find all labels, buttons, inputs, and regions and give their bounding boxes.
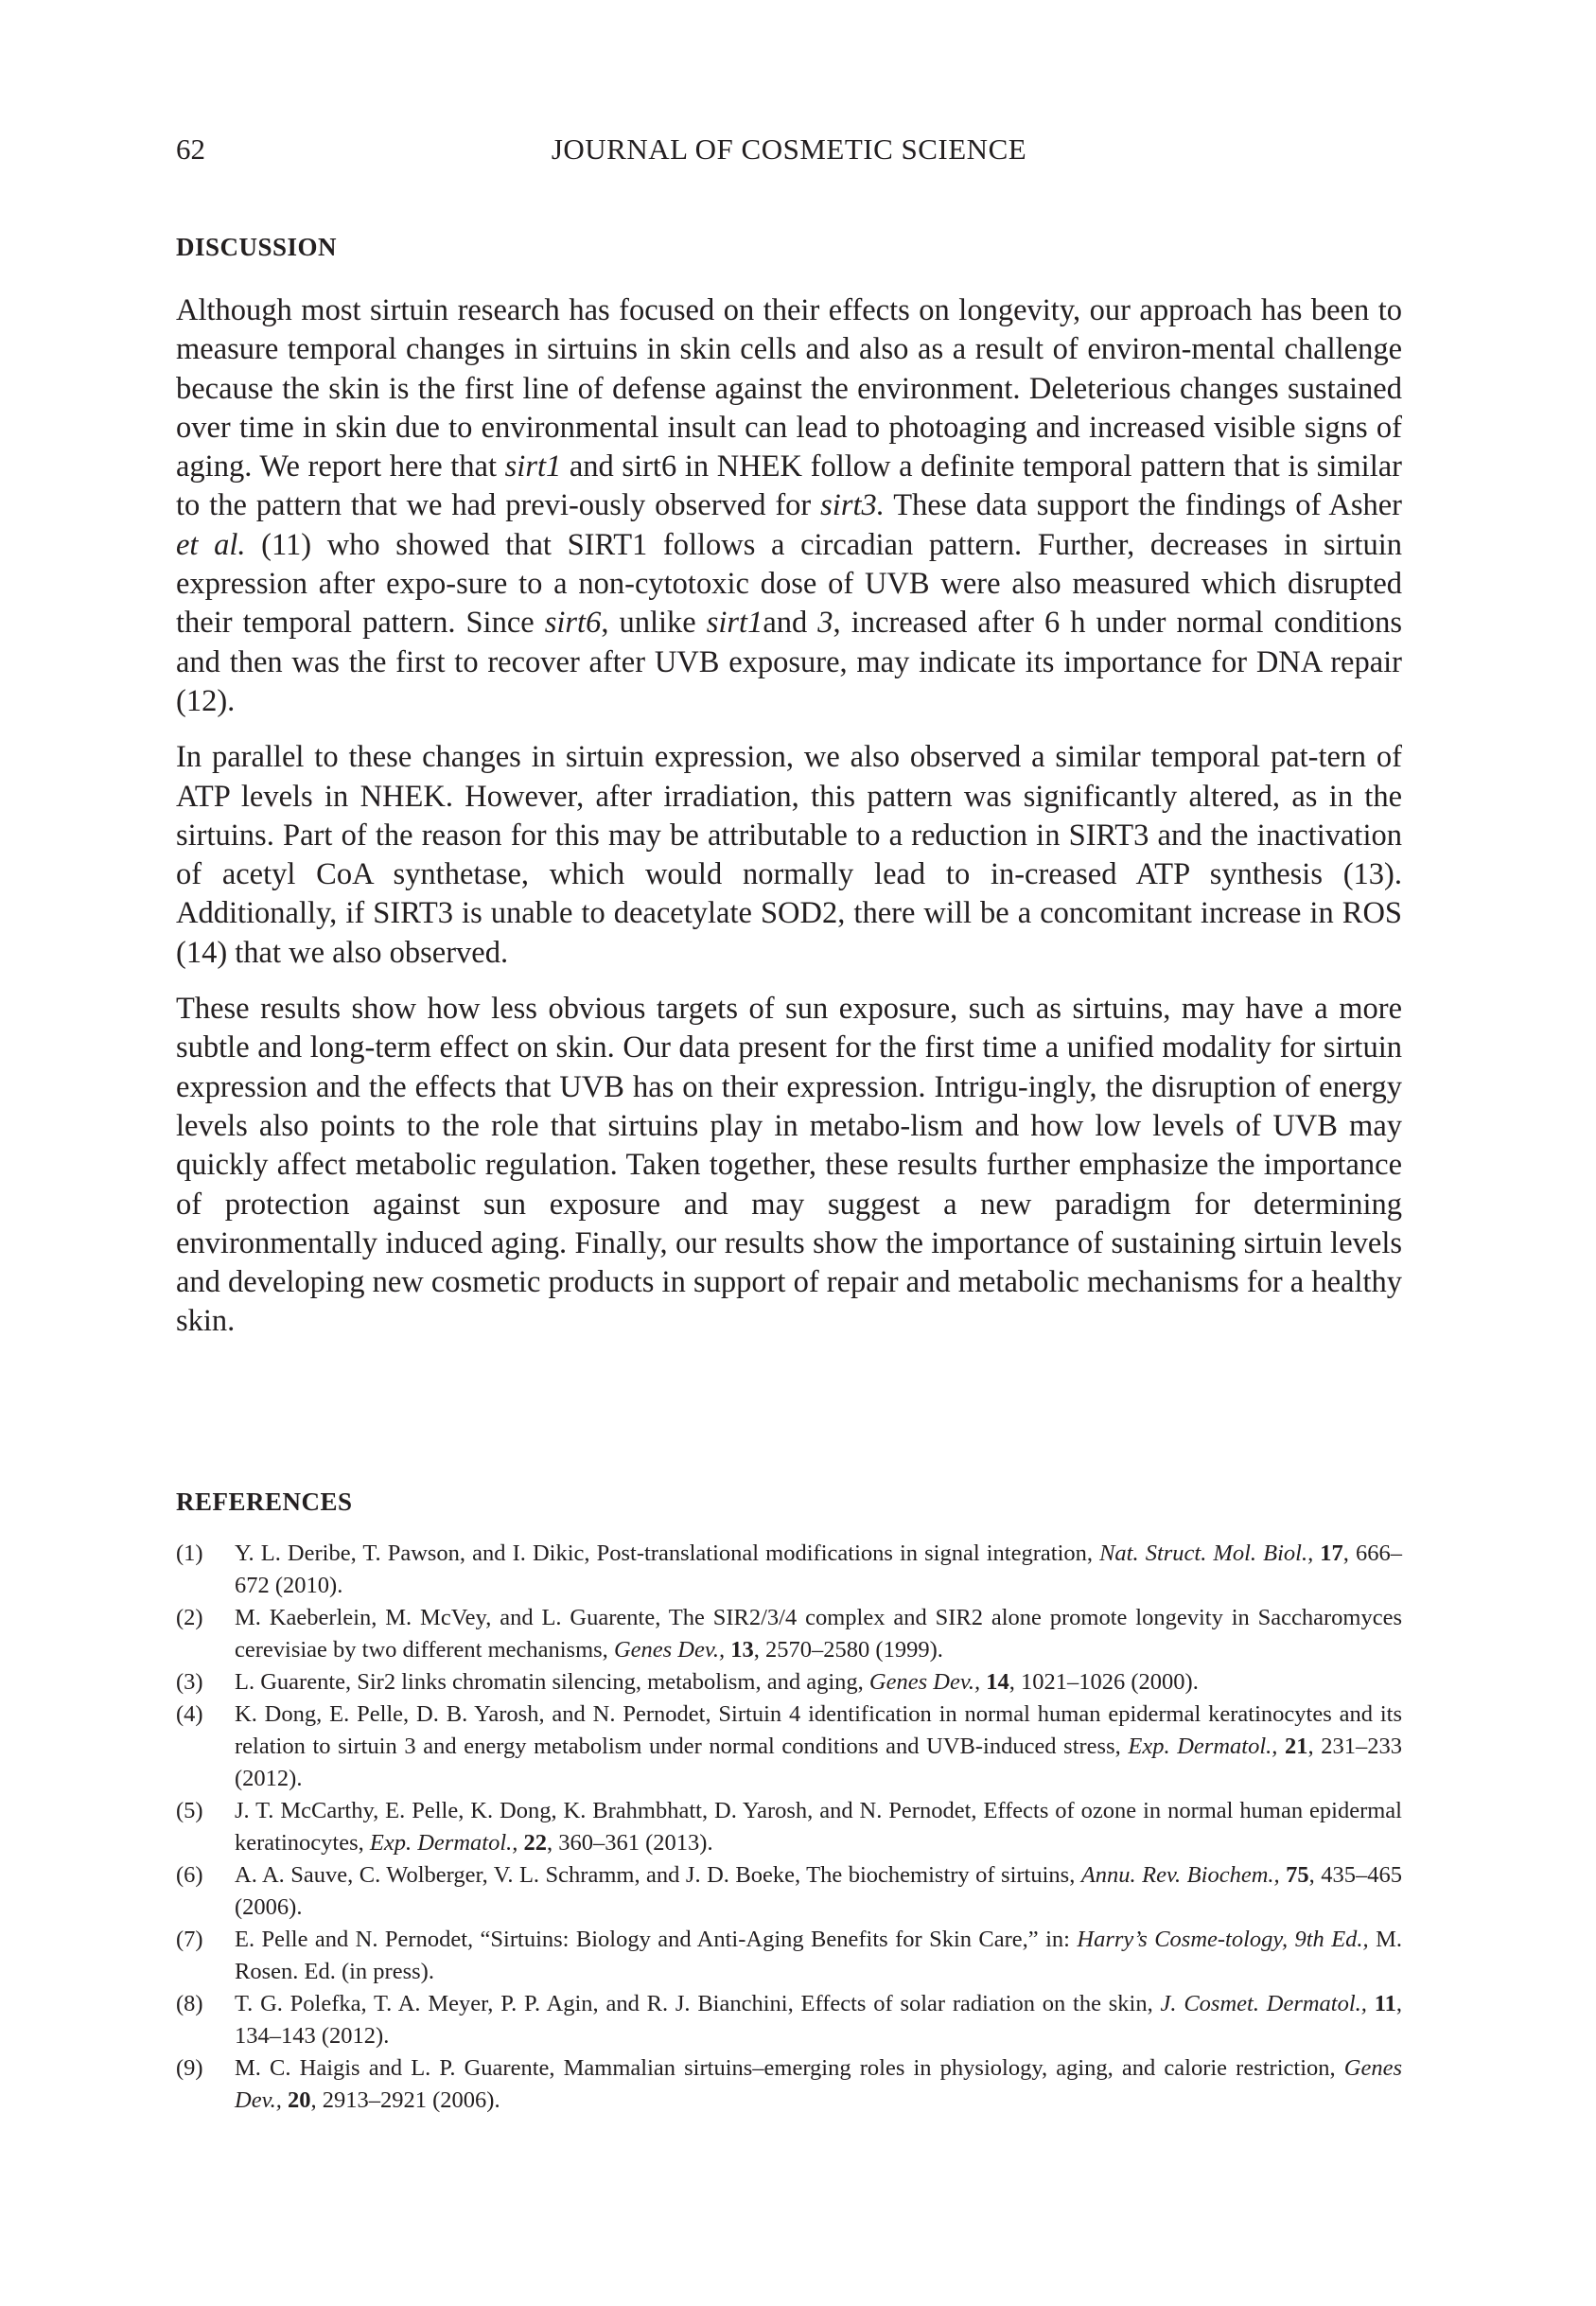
reference-item [176,1538,1402,1602]
references-list [176,1538,1402,2117]
reference-text: M. C. Haigis and L. P. Guarente, Mammalian sirtuins–emerging roles in physiology, aging, and calorie restriction, Genes Dev., 20, 2913–2921 (2006). [235,2055,1402,2113]
reference-text: J. T. McCarthy, E. Pelle, K. Dong, K. Brahmbhatt, D. Yarosh, and N. Pernodet, Effects of ozone in normal human epidermal keratinocytes, Exp. Dermatol., 22, 360–361 (2013). [235,1798,1402,1856]
reference-item [176,1924,1402,1988]
references-heading: REFERENCES [176,1487,353,1516]
reference-item [176,1602,1402,1666]
reference-item [176,2052,1402,2117]
discussion-body [176,291,1402,1359]
reference-item [176,1988,1402,2052]
reference-text: A. A. Sauve, C. Wolberger, V. L. Schramm, and J. D. Boeke, The biochemistry of sirtuins, Annu. Rev. Biochem., 75, 435–465 (2006). [235,1862,1403,1920]
reference-text: T. G. Polefka, T. A. Meyer, P. P. Agin, and R. J. Bianchini, Effects of solar radiation on the skin, J. Cosmet. Dermatol., 11, 134–143 (2012). [235,1991,1402,2049]
reference-text: K. Dong, E. Pelle, D. B. Yarosh, and N. Pernodet, Sirtuin 4 identification in normal human epidermal keratinocytes and its relation to sirtuin 3 and energy metabolism under normal conditions and UVB-induced stress, Exp. Dermatol., 21, 231–233 (2012). [235,1701,1402,1791]
reference-item [176,1795,1402,1859]
reference-number: (7) [176,1927,203,1952]
reference-number: (8) [176,1991,203,2016]
page-number: 62 [176,132,205,166]
reference-number: (2) [176,1605,203,1630]
discussion-paragraph-3: These results show how less obvious targets of sun exposure, such as sirtuins, may have a more subtle and long-term effect on skin. Our data present for the first time a unified modality for sirtuin expression and the effects that UVB has on their expression. Intrigu-ingly, the disruption of energy levels also points to the role that sirtuins play in metabo-lism and how low levels of UVB may quickly affect metabolic regulation. Taken together, these results further emphasize the importance of protection against sun exposure and may suggest a new paradigm for determining environmentally induced aging. Finally, our results show the importance of sustaining sirtuin levels and developing new cosmetic products in support of repair and metabolic mechanisms for a healthy skin. [176,992,1403,1339]
reference-text: E. Pelle and N. Pernodet, “Sirtuins: Biology and Anti-Aging Benefits for Skin Care,” in: Harry’s Cosme-tology, 9th Ed., M. Rosen. Ed. (in press). [235,1927,1402,1984]
reference-number: (5) [176,1798,203,1823]
running-header [176,132,1402,170]
reference-number: (6) [176,1862,203,1888]
discussion-heading: DISCUSSION [176,233,338,261]
reference-text: Y. L. Deribe, T. Pawson, and I. Dikic, Post-translational modifications in signal integration, Nat. Struct. Mol. Biol., 17, 666–672 (2010). [235,1540,1403,1598]
reference-item [176,1699,1402,1795]
reference-text: L. Guarente, Sir2 links chromatin silencing, metabolism, and aging, Genes Dev., 14, 1021–1026 (2000). [235,1669,1199,1695]
reference-number: (3) [176,1669,203,1695]
reference-number: (4) [176,1701,203,1727]
reference-text: M. Kaeberlein, M. McVey, and L. Guarente, The SIR2/3/4 complex and SIR2 alone promote longevity in Saccharomyces cerevisiae by two different mechanisms, Genes Dev., 13, 2570–2580 (1999). [235,1605,1402,1663]
reference-item [176,1859,1402,1924]
discussion-paragraph-2: In parallel to these changes in sirtuin expression, we also observed a similar temporal pat-tern of ATP levels in NHEK. However, after irradiation, this pattern was significantly altered, as in the sirtuins. Part of the reason for this may be attributable to a reduction in SIRT3 and the inactivation of acetyl CoA synthetase, which would normally lead to in-creased ATP synthesis (13). Additionally, if SIRT3 is unable to deacetylate SOD2, there will be a concomitant increase in ROS (14) that we also observed. [176,740,1402,970]
reference-number: (1) [176,1540,203,1566]
journal-title: JOURNAL OF COSMETIC SCIENCE [551,132,1027,166]
reference-number: (9) [176,2055,203,2081]
discussion-paragraph-1: Although most sirtuin research has focused on their effects on longevity, our approach has been to measure temporal changes in sirtuins in skin cells and also as a result of environ-mental challenge because the skin is the first line of defense against the environment. Deleterious changes sustained over time in skin due to environmental insult can lead to photoaging and increased visible signs of aging. We report here that sirt1 and sirt6 in NHEK follow a definite temporal pattern that is similar to the pattern that we had previ-ously observed for sirt3. These data support the findings of Asher et al. (11) who showed that SIRT1 follows a circadian pattern. Further, decreases in sirtuin expression after expo-sure to a non-cytotoxic dose of UVB were also measured which disrupted their temporal pattern. Since sirt6, unlike sirt1and 3, increased after 6 h under normal conditions and then was the first to recover after UVB exposure, may indicate its importance for DNA repair (12). [176,293,1403,718]
reference-item [176,1666,1402,1699]
